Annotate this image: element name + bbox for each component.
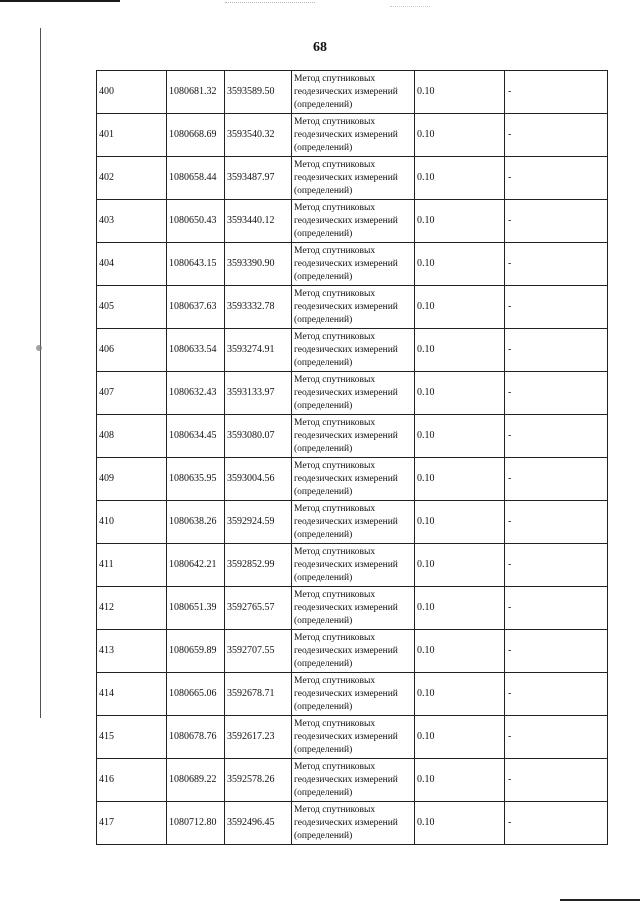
method-cell (292, 71, 415, 114)
point-number-cell: 413 (97, 630, 167, 673)
method-cell (292, 415, 415, 458)
method-line: Метод спутниковых (294, 116, 376, 127)
accuracy-cell: 0.10 (415, 243, 505, 286)
x-coordinate-cell: 1080658.44 (167, 157, 225, 200)
x-coordinate-cell: 1080634.45 (167, 415, 225, 458)
accuracy-cell: 0.10 (415, 286, 505, 329)
y-coordinate-cell: 3592707.55 (225, 630, 292, 673)
method-line: Метод спутниковых (294, 159, 376, 170)
method-line: Метод спутниковых (294, 804, 376, 815)
method-cell (292, 286, 415, 329)
method-line: геодезических измерений (294, 301, 398, 312)
method-cell (292, 716, 415, 759)
note-cell: - (505, 200, 608, 243)
method-line: (определений) (294, 529, 353, 540)
y-coordinate-cell: 3593589.50 (225, 71, 292, 114)
y-coordinate-cell: 3593487.97 (225, 157, 292, 200)
x-coordinate-cell: 1080651.39 (167, 587, 225, 630)
method-line: Метод спутниковых (294, 589, 376, 600)
method-line: (определений) (294, 572, 353, 583)
note-cell: - (505, 673, 608, 716)
table-row (97, 630, 608, 673)
table-row (97, 114, 608, 157)
x-coordinate-cell: 1080642.21 (167, 544, 225, 587)
note-cell: - (505, 716, 608, 759)
accuracy-cell: 0.10 (415, 673, 505, 716)
note-cell: - (505, 501, 608, 544)
method-line: геодезических измерений (294, 731, 398, 742)
point-number-cell: 404 (97, 243, 167, 286)
y-coordinate-cell: 3593390.90 (225, 243, 292, 286)
accuracy-cell: 0.10 (415, 759, 505, 802)
accuracy-cell: 0.10 (415, 501, 505, 544)
method-line: геодезических измерений (294, 473, 398, 484)
point-number-cell: 403 (97, 200, 167, 243)
point-number-cell: 409 (97, 458, 167, 501)
method-line: геодезических измерений (294, 129, 398, 140)
table-row (97, 157, 608, 200)
method-line: Метод спутниковых (294, 288, 376, 299)
y-coordinate-cell: 3592617.23 (225, 716, 292, 759)
method-line: (определений) (294, 443, 353, 454)
method-line: (определений) (294, 830, 353, 841)
method-line: геодезических измерений (294, 86, 398, 97)
method-line: геодезических измерений (294, 215, 398, 226)
method-line: геодезических измерений (294, 817, 398, 828)
x-coordinate-cell: 1080637.63 (167, 286, 225, 329)
y-coordinate-cell: 3592496.45 (225, 802, 292, 845)
x-coordinate-cell: 1080712.80 (167, 802, 225, 845)
accuracy-cell: 0.10 (415, 372, 505, 415)
note-cell: - (505, 759, 608, 802)
x-coordinate-cell: 1080668.69 (167, 114, 225, 157)
y-coordinate-cell: 3592924.59 (225, 501, 292, 544)
method-line: Метод спутниковых (294, 761, 376, 772)
x-coordinate-cell: 1080665.06 (167, 673, 225, 716)
note-cell: - (505, 587, 608, 630)
y-coordinate-cell: 3593332.78 (225, 286, 292, 329)
method-line: (определений) (294, 99, 353, 110)
point-number-cell: 405 (97, 286, 167, 329)
x-coordinate-cell: 1080632.43 (167, 372, 225, 415)
method-line: (определений) (294, 400, 353, 411)
y-coordinate-cell: 3593080.07 (225, 415, 292, 458)
scan-artifact-specks (225, 2, 315, 9)
method-cell (292, 243, 415, 286)
table-row (97, 415, 608, 458)
table-row (97, 71, 608, 114)
x-coordinate-cell: 1080681.32 (167, 71, 225, 114)
method-line: геодезических измерений (294, 688, 398, 699)
scan-artifact-bottom-line (560, 899, 640, 901)
y-coordinate-cell: 3593274.91 (225, 329, 292, 372)
accuracy-cell: 0.10 (415, 716, 505, 759)
accuracy-cell: 0.10 (415, 458, 505, 501)
y-coordinate-cell: 3593004.56 (225, 458, 292, 501)
table-row (97, 458, 608, 501)
method-cell (292, 157, 415, 200)
method-line: Метод спутниковых (294, 331, 376, 342)
method-line: Метод спутниковых (294, 417, 376, 428)
y-coordinate-cell: 3593540.32 (225, 114, 292, 157)
note-cell: - (505, 286, 608, 329)
table-row (97, 544, 608, 587)
method-line: (определений) (294, 615, 353, 626)
method-line: геодезических измерений (294, 602, 398, 613)
table-row (97, 200, 608, 243)
method-cell (292, 114, 415, 157)
y-coordinate-cell: 3592578.26 (225, 759, 292, 802)
note-cell: - (505, 802, 608, 845)
note-cell: - (505, 630, 608, 673)
method-line: (определений) (294, 658, 353, 669)
method-line: Метод спутниковых (294, 632, 376, 643)
note-cell: - (505, 458, 608, 501)
point-number-cell: 410 (97, 501, 167, 544)
table-row (97, 716, 608, 759)
accuracy-cell: 0.10 (415, 630, 505, 673)
method-line: (определений) (294, 701, 353, 712)
method-line: геодезических измерений (294, 774, 398, 785)
point-number-cell: 406 (97, 329, 167, 372)
x-coordinate-cell: 1080633.54 (167, 329, 225, 372)
method-cell (292, 587, 415, 630)
note-cell: - (505, 243, 608, 286)
method-cell (292, 329, 415, 372)
method-line: (определений) (294, 787, 353, 798)
method-line: Метод спутниковых (294, 460, 376, 471)
method-cell (292, 458, 415, 501)
method-line: геодезических измерений (294, 258, 398, 269)
method-line: Метод спутниковых (294, 546, 376, 557)
y-coordinate-cell: 3592852.99 (225, 544, 292, 587)
method-line: Метод спутниковых (294, 503, 376, 514)
y-coordinate-cell: 3593133.97 (225, 372, 292, 415)
note-cell: - (505, 544, 608, 587)
scan-artifact-left-line (40, 28, 41, 718)
note-cell: - (505, 71, 608, 114)
table-row (97, 286, 608, 329)
y-coordinate-cell: 3593440.12 (225, 200, 292, 243)
note-cell: - (505, 372, 608, 415)
method-line: геодезических измерений (294, 645, 398, 656)
method-line: геодезических измерений (294, 430, 398, 441)
method-cell (292, 673, 415, 716)
point-number-cell: 414 (97, 673, 167, 716)
point-number-cell: 411 (97, 544, 167, 587)
table-row (97, 243, 608, 286)
method-line: (определений) (294, 185, 353, 196)
y-coordinate-cell: 3592678.71 (225, 673, 292, 716)
table-row (97, 329, 608, 372)
method-line: Метод спутниковых (294, 73, 376, 84)
accuracy-cell: 0.10 (415, 329, 505, 372)
scan-artifact-mark (36, 345, 42, 351)
scan-artifact-specks (390, 6, 430, 11)
method-line: (определений) (294, 142, 353, 153)
method-cell (292, 544, 415, 587)
method-line: (определений) (294, 357, 353, 368)
point-number-cell: 415 (97, 716, 167, 759)
accuracy-cell: 0.10 (415, 802, 505, 845)
point-number-cell: 402 (97, 157, 167, 200)
method-line: геодезических измерений (294, 344, 398, 355)
method-line: Метод спутниковых (294, 245, 376, 256)
page-number: 68 (313, 40, 327, 55)
table-row (97, 802, 608, 845)
method-line: (определений) (294, 228, 353, 239)
method-cell (292, 759, 415, 802)
x-coordinate-cell: 1080659.89 (167, 630, 225, 673)
method-cell (292, 372, 415, 415)
method-line: Метод спутниковых (294, 718, 376, 729)
x-coordinate-cell: 1080650.43 (167, 200, 225, 243)
method-line: геодезических измерений (294, 559, 398, 570)
method-line: геодезических измерений (294, 172, 398, 183)
point-number-cell: 408 (97, 415, 167, 458)
method-line: Метод спутниковых (294, 374, 376, 385)
method-line: (определений) (294, 271, 353, 282)
accuracy-cell: 0.10 (415, 157, 505, 200)
method-line: Метод спутниковых (294, 675, 376, 686)
method-cell (292, 630, 415, 673)
point-number-cell: 401 (97, 114, 167, 157)
x-coordinate-cell: 1080678.76 (167, 716, 225, 759)
x-coordinate-cell: 1080638.26 (167, 501, 225, 544)
method-cell (292, 802, 415, 845)
table-row (97, 587, 608, 630)
point-number-cell: 416 (97, 759, 167, 802)
method-line: (определений) (294, 486, 353, 497)
x-coordinate-cell: 1080689.22 (167, 759, 225, 802)
note-cell: - (505, 114, 608, 157)
point-number-cell: 407 (97, 372, 167, 415)
method-line: геодезических измерений (294, 516, 398, 527)
note-cell: - (505, 157, 608, 200)
accuracy-cell: 0.10 (415, 587, 505, 630)
table-row (97, 372, 608, 415)
scan-artifact-top-line (0, 0, 120, 2)
table-row (97, 759, 608, 802)
accuracy-cell: 0.10 (415, 71, 505, 114)
x-coordinate-cell: 1080635.95 (167, 458, 225, 501)
method-cell (292, 501, 415, 544)
y-coordinate-cell: 3592765.57 (225, 587, 292, 630)
method-line: геодезических измерений (294, 387, 398, 398)
point-number-cell: 412 (97, 587, 167, 630)
note-cell: - (505, 329, 608, 372)
accuracy-cell: 0.10 (415, 415, 505, 458)
note-cell: - (505, 415, 608, 458)
accuracy-cell: 0.10 (415, 200, 505, 243)
method-line: (определений) (294, 314, 353, 325)
table-row (97, 501, 608, 544)
method-line: (определений) (294, 744, 353, 755)
point-number-cell: 417 (97, 802, 167, 845)
coordinates-table (96, 70, 608, 845)
accuracy-cell: 0.10 (415, 544, 505, 587)
point-number-cell: 400 (97, 71, 167, 114)
accuracy-cell: 0.10 (415, 114, 505, 157)
table-row (97, 673, 608, 716)
table-body (97, 71, 608, 845)
x-coordinate-cell: 1080643.15 (167, 243, 225, 286)
method-cell (292, 200, 415, 243)
method-line: Метод спутниковых (294, 202, 376, 213)
